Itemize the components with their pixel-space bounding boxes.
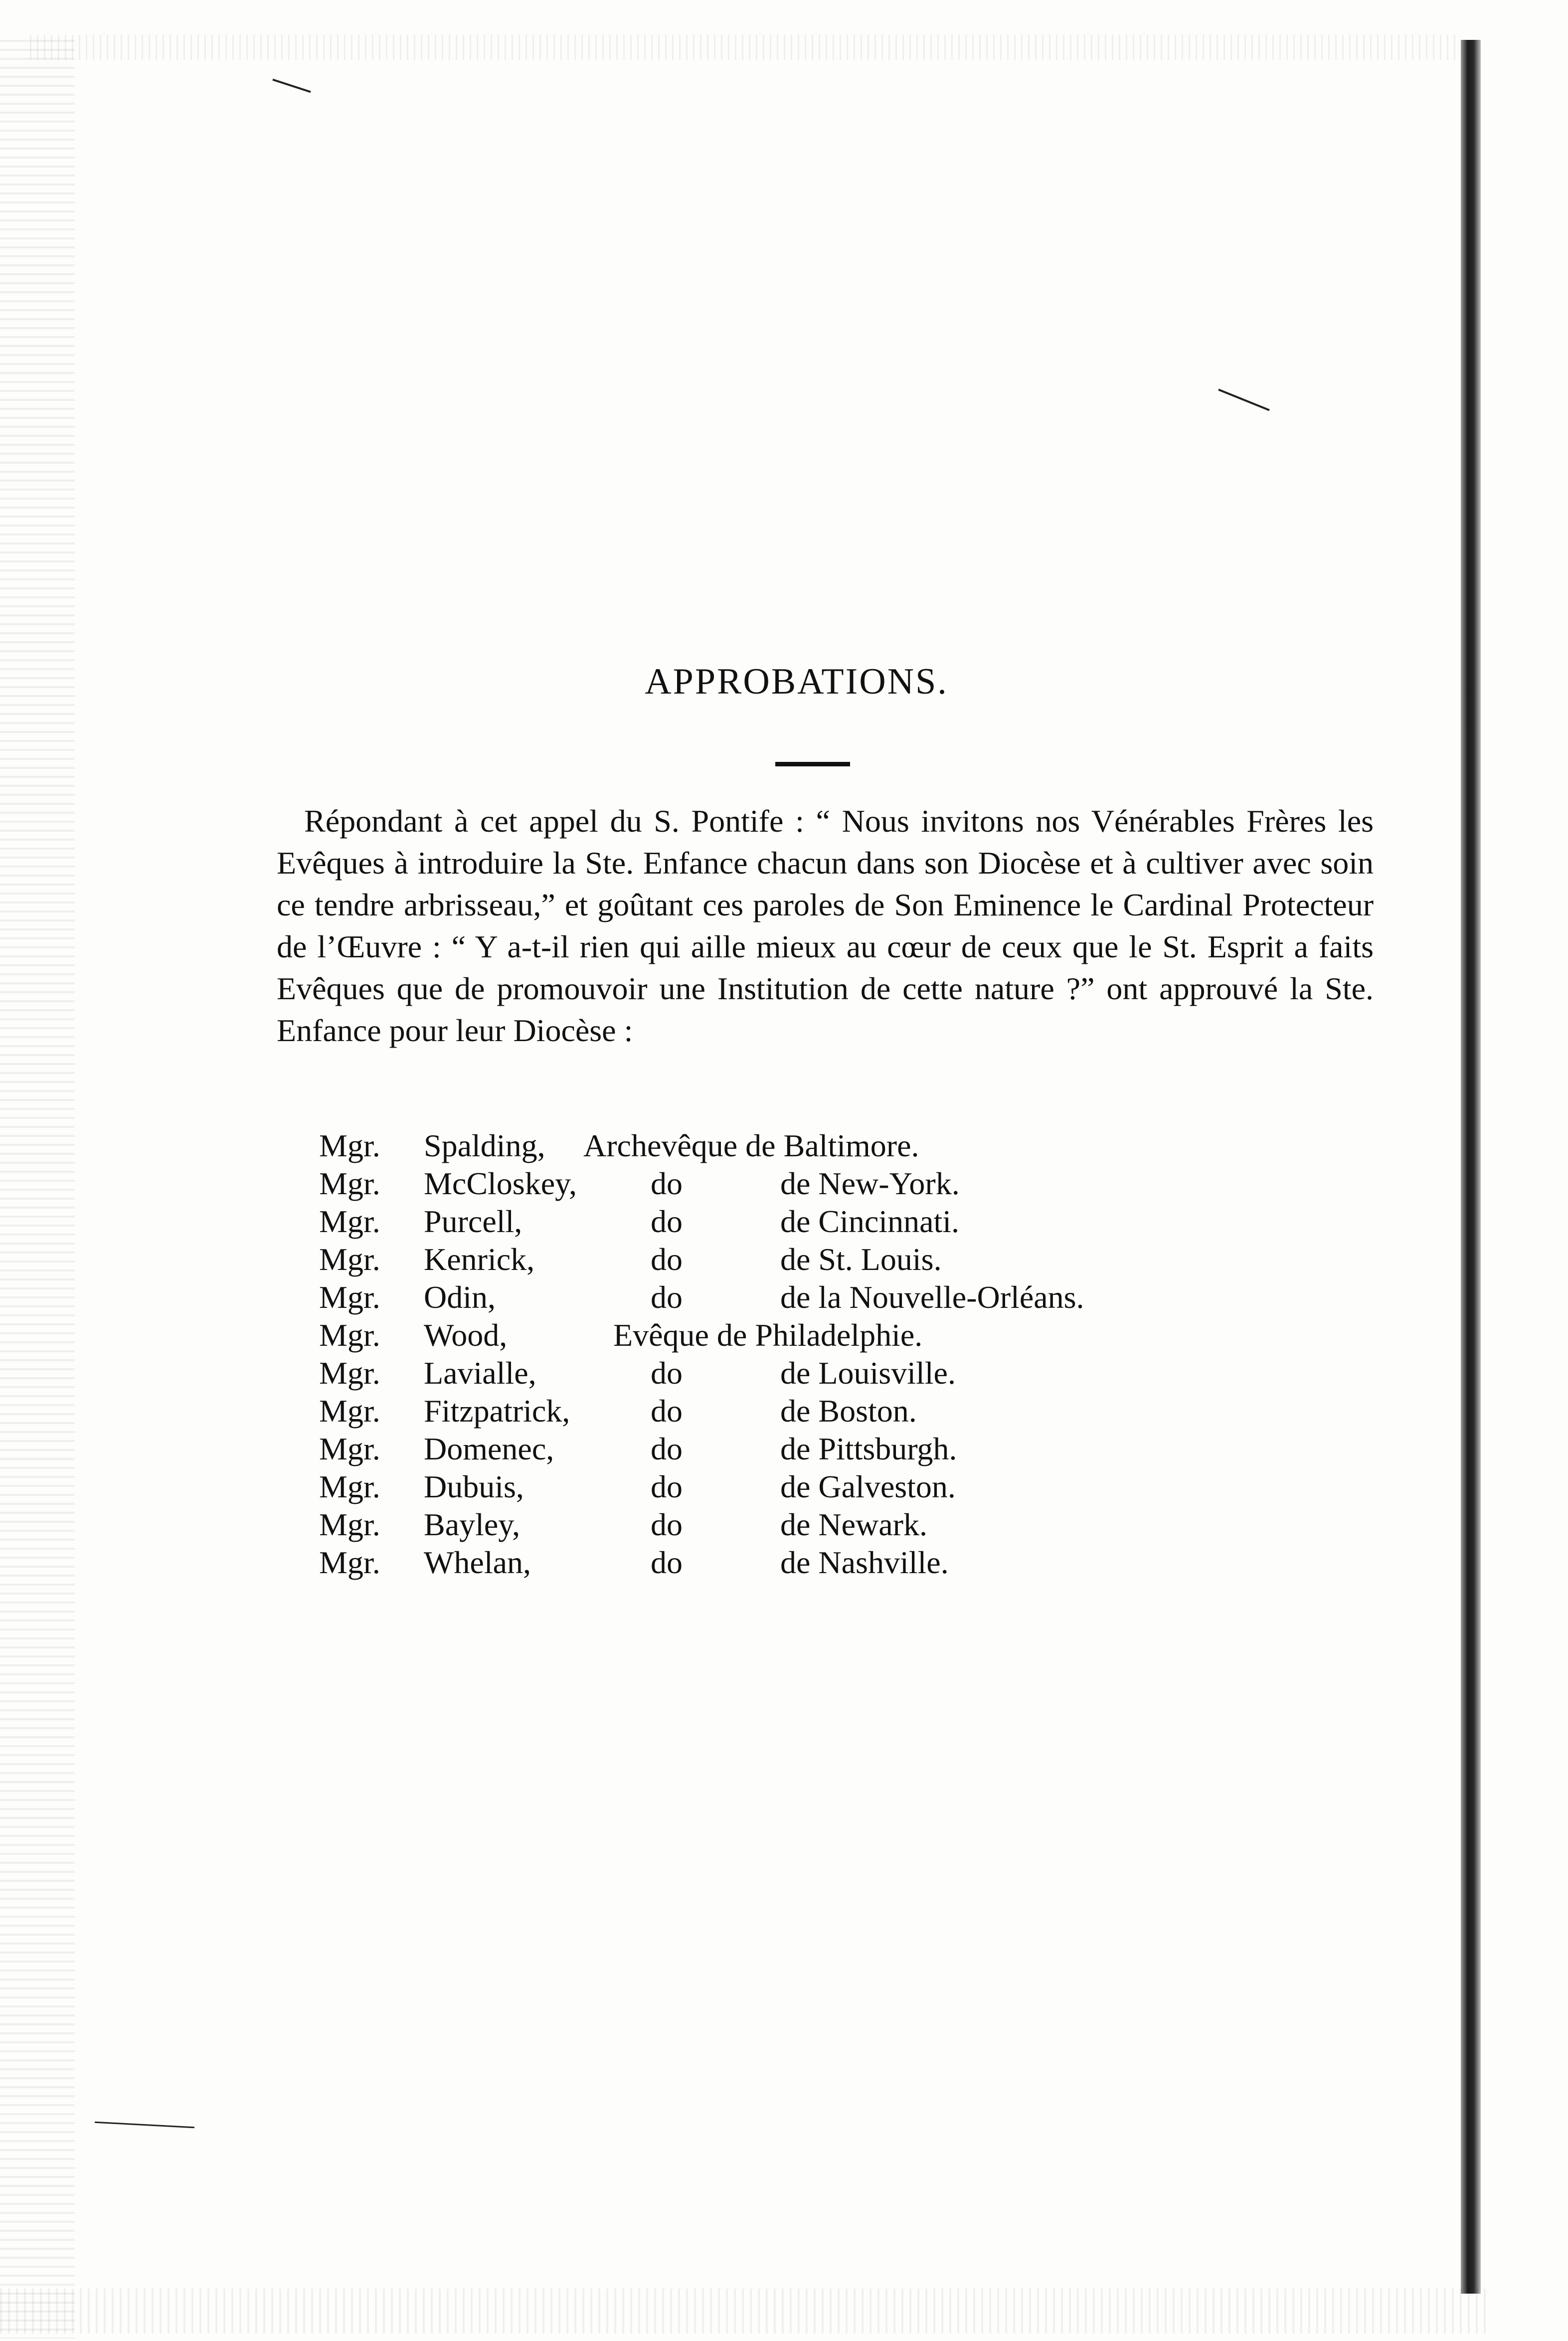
ditto-mark: do <box>651 1393 683 1429</box>
approver-row <box>319 1354 1316 1392</box>
approver-see: de Galveston. <box>780 1469 956 1504</box>
approver-name: Domenec, <box>424 1431 554 1466</box>
approver-see: de New-York. <box>780 1166 960 1201</box>
ditto-mark: do <box>651 1166 683 1201</box>
approvers-list <box>319 1127 1316 1582</box>
ditto-mark: do <box>651 1545 683 1580</box>
approver-name: Spalding, <box>424 1128 545 1163</box>
scan-edge-bottom <box>0 2289 1486 2334</box>
approver-prefix: Mgr. <box>319 1507 380 1542</box>
stray-mark <box>272 79 311 93</box>
stray-mark <box>95 2122 194 2128</box>
approver-see: de Pittsburgh. <box>780 1431 957 1466</box>
approver-row <box>319 1316 1316 1354</box>
approver-row <box>319 1203 1316 1241</box>
approver-name: Bayley, <box>424 1507 521 1542</box>
approver-row <box>319 1392 1316 1430</box>
approver-see: de Newark. <box>780 1507 927 1542</box>
intro-paragraph: Répondant à cet appel du S. Pontife : “ Nous invitons nos Vénérables Frères les Evêques à introduire la Ste. Enfance chacun dans son Diocèse et à cultiver avec soin ce tendre arbrisseau,” et goûtant ces paroles de Son Eminence le Cardinal Protecteur de l’Œuvre : “ Y a-t-il rien qui aille mieux au cœur de ceux que le St. Esprit a faits Evêques que de promouvoir une Institution de cette nature ?” ont approuvé la Ste. Enfance pour leur Diocèse : <box>277 803 1374 1048</box>
approver-see: de Nashville. <box>780 1545 949 1580</box>
approver-row <box>319 1241 1316 1278</box>
approver-row <box>319 1468 1316 1506</box>
approver-title-and-see: Evêque de Philadelphie. <box>613 1317 923 1353</box>
ditto-mark: do <box>651 1355 683 1391</box>
scan-edge-top <box>30 35 1456 60</box>
approver-name: Wood, <box>424 1317 508 1353</box>
ditto-mark: do <box>651 1204 683 1239</box>
approver-row <box>319 1544 1316 1582</box>
approver-row <box>319 1430 1316 1468</box>
scan-edge-left <box>0 40 75 2339</box>
approver-prefix: Mgr. <box>319 1355 380 1391</box>
approver-row <box>319 1127 1316 1165</box>
stray-mark <box>1218 389 1269 411</box>
approver-prefix: Mgr. <box>319 1279 380 1315</box>
approver-see: de St. Louis. <box>780 1242 942 1277</box>
scan-edge-right <box>1461 40 1481 2294</box>
ditto-mark: do <box>651 1431 683 1466</box>
approver-name: Odin, <box>424 1279 496 1315</box>
approver-name: Fitzpatrick, <box>424 1393 570 1429</box>
approver-prefix: Mgr. <box>319 1204 380 1239</box>
approver-name: McCloskey, <box>424 1166 577 1201</box>
approver-title-and-see: Archevêque de Baltimore. <box>583 1128 919 1163</box>
title-rule <box>775 762 850 766</box>
approver-prefix: Mgr. <box>319 1431 380 1466</box>
approver-row <box>319 1506 1316 1544</box>
approver-prefix: Mgr. <box>319 1545 380 1580</box>
approver-see: de la Nouvelle-Orléans. <box>780 1279 1084 1315</box>
approver-name: Dubuis, <box>424 1469 524 1504</box>
approver-row <box>319 1278 1316 1316</box>
ditto-mark: do <box>651 1507 683 1542</box>
approver-see: de Cincinnati. <box>780 1204 960 1239</box>
approver-name: Lavialle, <box>424 1355 536 1391</box>
approver-name: Purcell, <box>424 1204 523 1239</box>
approver-row <box>319 1165 1316 1203</box>
approver-name: Whelan, <box>424 1545 531 1580</box>
approver-see: de Louisville. <box>780 1355 956 1391</box>
ditto-mark: do <box>651 1279 683 1315</box>
approver-prefix: Mgr. <box>319 1469 380 1504</box>
approver-see: de Boston. <box>780 1393 917 1429</box>
ditto-mark: do <box>651 1242 683 1277</box>
approver-prefix: Mgr. <box>319 1128 380 1163</box>
approver-name: Kenrick, <box>424 1242 535 1277</box>
approver-prefix: Mgr. <box>319 1242 380 1277</box>
approver-prefix: Mgr. <box>319 1393 380 1429</box>
page-title: APPROBATIONS. <box>645 661 948 702</box>
approver-prefix: Mgr. <box>319 1166 380 1201</box>
approver-prefix: Mgr. <box>319 1317 380 1353</box>
ditto-mark: do <box>651 1469 683 1504</box>
